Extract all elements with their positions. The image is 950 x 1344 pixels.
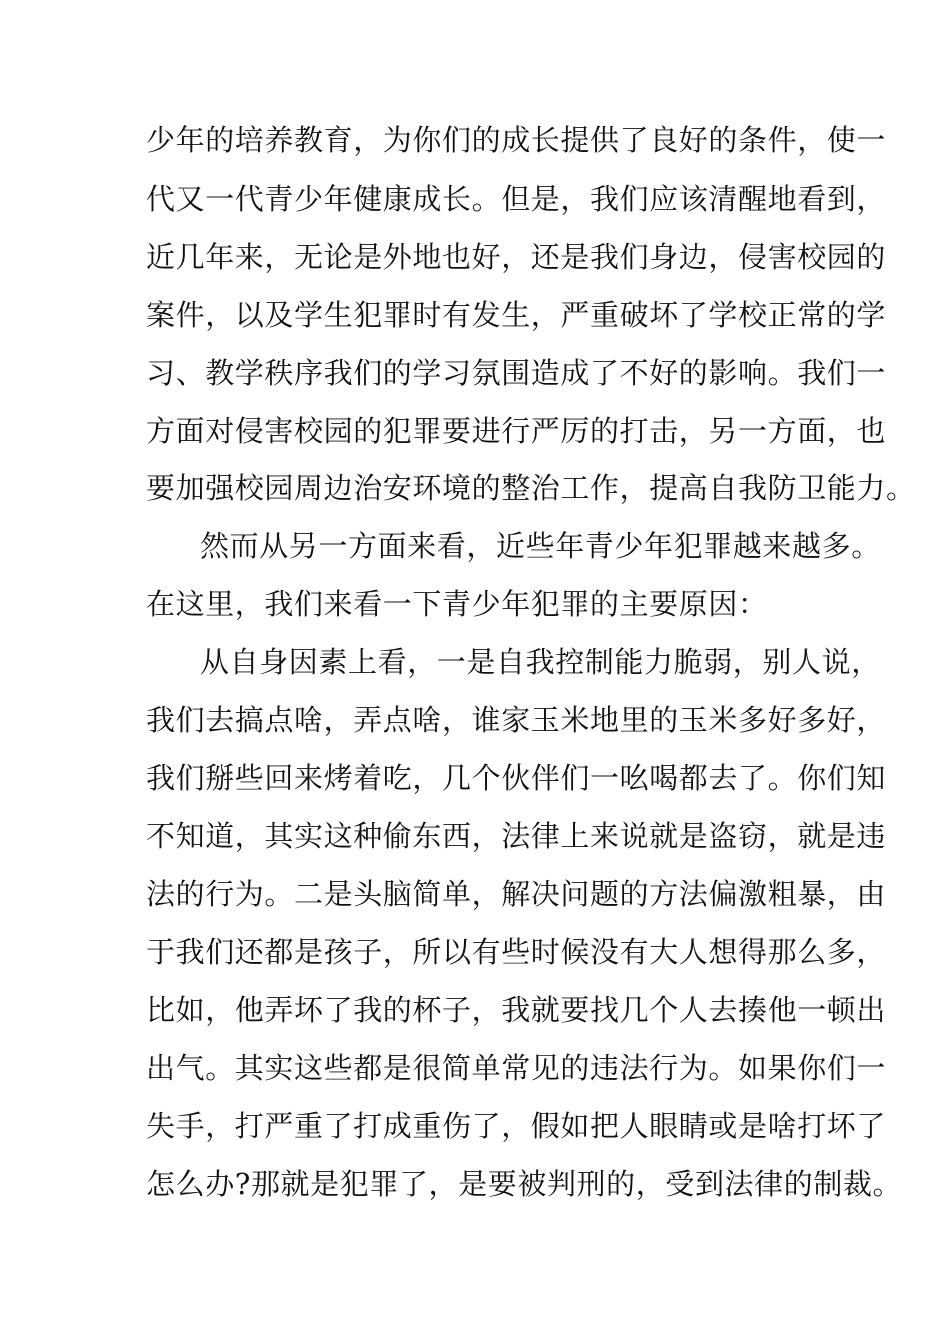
text-line: 近几年来，无论是外地也好，还是我们身边，侵害校园的 (146, 240, 887, 274)
text-line: 出气。其实这些都是很简单常见的违法行为。如果你们一 (146, 1051, 887, 1085)
text-line: 于我们还都是孩子，所以有些时候没有大人想得那么多， (146, 935, 887, 969)
text-line: 我们去搞点啥，弄点啥，谁家玉米地里的玉米多好多好， (146, 703, 887, 737)
text-line: 习、教学秩序我们的学习氛围造成了不好的影响。我们一 (146, 356, 887, 390)
text-line: 不知道，其实这种偷东西，法律上来说就是盗窃，就是违 (146, 819, 887, 853)
text-line: 失手，打严重了打成重伤了，假如把人眼睛或是啥打坏了 (146, 1109, 887, 1143)
text-line: 在这里，我们来看一下青少年犯罪的主要原因： (146, 587, 768, 621)
text-line: 要加强校园周边治安环境的整治工作，提高自我防卫能力。 (146, 471, 916, 505)
text-line: 方面对侵害校园的犯罪要进行严厉的打击，另一方面，也 (146, 414, 887, 448)
paragraph-first-line: 然而从另一方面来看，近些年青少年犯罪越来越多。 (200, 529, 881, 563)
text-line: 案件，以及学生犯罪时有发生，严重破坏了学校正常的学 (146, 298, 887, 332)
text-line: 比如，他弄坏了我的杯子，我就要找几个人去揍他一顿出 (146, 993, 887, 1027)
text-line: 法的行为。二是头脑简单，解决问题的方法偏激粗暴，由 (146, 877, 887, 911)
paragraph-first-line: 从自身因素上看，一是自我控制能力脆弱，别人说， (200, 645, 881, 679)
text-line: 代又一代青少年健康成长。但是，我们应该清醒地看到， (146, 182, 887, 216)
text-line: 怎么办?那就是犯罪了，是要被判刑的，受到法律的制裁。 (146, 1167, 903, 1201)
text-line: 少年的培养教育，为你们的成长提供了良好的条件，使一 (146, 123, 887, 157)
text-line: 我们掰些回来烤着吃，几个伙伴们一吆喝都去了。你们知 (146, 761, 887, 795)
